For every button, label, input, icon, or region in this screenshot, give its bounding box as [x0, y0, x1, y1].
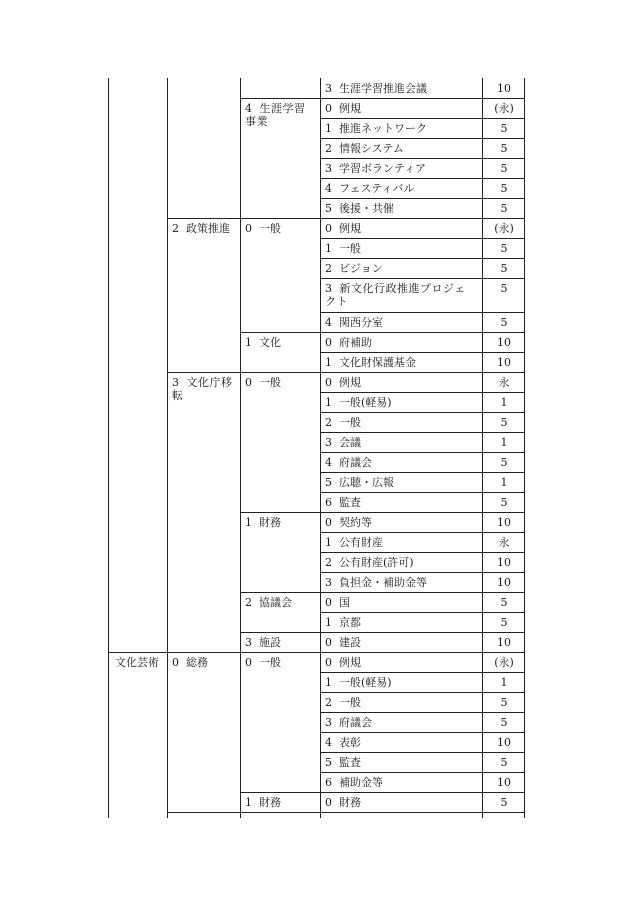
- table-horizontal-rule: [240, 98, 524, 99]
- item-entry: [325, 182, 414, 195]
- item-entry: [325, 756, 361, 769]
- item-entry: [325, 596, 350, 609]
- item-entry-label: 例規: [339, 376, 361, 389]
- item-entry: [325, 142, 404, 155]
- retention-period: 10: [497, 336, 511, 349]
- table-vertical-rule: [240, 78, 241, 818]
- retention-period: 10: [497, 576, 511, 589]
- table-vertical-rule: [320, 78, 321, 818]
- retention-period: 永: [498, 376, 510, 389]
- item-entry-label: 生涯学習推進会議: [339, 82, 427, 95]
- item-entry-code: 0: [325, 102, 332, 115]
- retention-period: 5: [500, 496, 508, 509]
- subgroup-entry: [172, 222, 235, 235]
- item-entry-label: 例規: [339, 222, 361, 235]
- item-entry-code: 6: [325, 496, 332, 509]
- item-entry-label: 一般(軽易): [339, 396, 392, 409]
- table-horizontal-rule: [167, 812, 524, 813]
- retention-period: 5: [500, 796, 508, 809]
- section-entry-label: 施設: [259, 636, 281, 649]
- table-horizontal-rule: [320, 178, 524, 179]
- table-horizontal-rule: [320, 552, 524, 553]
- item-entry-code: 3: [325, 282, 333, 295]
- section-entry-label: 協議会: [259, 596, 292, 609]
- item-entry-code: 0: [325, 596, 332, 609]
- item-entry: [325, 336, 372, 349]
- table-horizontal-rule: [320, 352, 524, 353]
- retention-period: 5: [500, 122, 508, 135]
- subgroup-entry-code: 0: [172, 656, 179, 669]
- table-horizontal-rule: [320, 158, 524, 159]
- item-entry: [325, 616, 361, 629]
- item-entry: [325, 796, 361, 809]
- item-entry-label: 負担金・補助金等: [339, 576, 427, 589]
- group-entry-label: 文化芸術: [115, 656, 159, 669]
- item-entry-label: 国: [339, 596, 350, 609]
- item-entry-code: 4: [325, 456, 332, 469]
- section-entry-label: 一般: [259, 376, 281, 389]
- item-entry-code: 1: [325, 536, 332, 549]
- item-entry-code: 3: [325, 162, 332, 175]
- item-entry-code: 4: [325, 182, 332, 195]
- item-entry: [325, 242, 361, 255]
- item-entry-code: 2: [325, 142, 332, 155]
- item-entry: [325, 676, 392, 689]
- section-entry: [245, 102, 315, 128]
- retention-period: 5: [500, 596, 508, 609]
- item-entry: [325, 162, 426, 175]
- table-horizontal-rule: [167, 372, 524, 373]
- item-entry-label: 情報システム: [339, 142, 404, 155]
- item-entry-code: 1: [325, 242, 332, 255]
- item-entry-label: 府補助: [339, 336, 372, 349]
- retention-period: 5: [500, 616, 508, 629]
- section-entry: [245, 376, 315, 389]
- section-entry-label: 財務: [259, 796, 281, 809]
- item-entry-code: 1: [325, 676, 332, 689]
- item-entry-label: フェスティバル: [339, 182, 415, 195]
- item-entry-code: 3: [325, 716, 332, 729]
- section-entry-code: 0: [245, 656, 252, 669]
- subgroup-entry-code: 2: [172, 222, 179, 235]
- item-entry-label: 府議会: [339, 456, 372, 469]
- section-entry: [245, 222, 315, 235]
- item-entry-code: 0: [325, 656, 332, 669]
- table-horizontal-rule: [240, 792, 524, 793]
- retention-period: 5: [500, 142, 508, 155]
- section-entry: [245, 596, 315, 609]
- item-entry-label: 建設: [339, 636, 361, 649]
- item-entry: [325, 416, 361, 429]
- table-horizontal-rule: [167, 218, 524, 219]
- item-entry-code: 2: [325, 696, 332, 709]
- retention-period: 1: [500, 396, 508, 409]
- item-entry-label: 補助金等: [339, 776, 383, 789]
- retention-period: 10: [497, 736, 511, 749]
- table-vertical-rule: [167, 78, 168, 818]
- item-entry-code: 6: [325, 776, 332, 789]
- table-horizontal-rule: [320, 492, 524, 493]
- item-entry: [325, 396, 392, 409]
- table-horizontal-rule: [320, 392, 524, 393]
- item-entry-label: 公有財産: [339, 536, 383, 549]
- item-entry-label: 新文化行政推進プロジェクト: [325, 282, 466, 308]
- item-entry: [325, 262, 383, 275]
- item-entry-label: 学習ボランティア: [339, 162, 427, 175]
- item-entry: [325, 536, 383, 549]
- item-entry: [325, 696, 361, 709]
- item-entry-label: 一般(軽易): [339, 676, 392, 689]
- item-entry: [325, 656, 361, 669]
- item-entry-code: 0: [325, 376, 332, 389]
- section-entry: [245, 796, 315, 809]
- item-entry-label: 府議会: [339, 716, 372, 729]
- subgroup-entry-label: 政策推進: [186, 222, 230, 235]
- section-entry: [245, 336, 315, 349]
- item-entry-code: 1: [325, 356, 332, 369]
- retention-period: (永): [494, 656, 514, 669]
- item-entry-label: 一般: [339, 416, 361, 429]
- item-entry-code: 2: [325, 416, 332, 429]
- table-horizontal-rule: [320, 712, 524, 713]
- item-entry-code: 0: [325, 796, 332, 809]
- table-horizontal-rule: [320, 752, 524, 753]
- section-entry-code: 2: [245, 596, 252, 609]
- retention-period: 1: [500, 436, 508, 449]
- table-horizontal-rule: [320, 198, 524, 199]
- item-entry: [325, 282, 475, 308]
- item-entry: [325, 202, 394, 215]
- item-entry-code: 2: [325, 556, 332, 569]
- table-horizontal-rule: [320, 258, 524, 259]
- item-entry-code: 3: [325, 436, 332, 449]
- section-entry-label: 一般: [259, 656, 281, 669]
- section-entry-label: 文化: [259, 336, 281, 349]
- item-entry: [325, 576, 427, 589]
- item-entry: [325, 356, 416, 369]
- item-entry-label: 会議: [339, 436, 361, 449]
- item-entry: [325, 316, 383, 329]
- retention-period: 5: [500, 202, 508, 215]
- item-entry-label: 監査: [339, 496, 361, 509]
- subgroup-entry: [172, 376, 235, 402]
- item-entry-code: 2: [325, 262, 332, 275]
- item-entry-label: 推進ネットワーク: [339, 122, 427, 135]
- table-horizontal-rule: [108, 652, 524, 653]
- table-horizontal-rule: [320, 672, 524, 673]
- table-horizontal-rule: [320, 118, 524, 119]
- retention-period: 5: [500, 182, 508, 195]
- subgroup-entry-code: 3: [172, 376, 180, 389]
- group-entry: [115, 656, 159, 669]
- table-horizontal-rule: [240, 512, 524, 513]
- item-entry: [325, 776, 383, 789]
- retention-period: 10: [497, 516, 511, 529]
- table-horizontal-rule: [320, 452, 524, 453]
- subgroup-entry-label: 総務: [186, 656, 208, 669]
- table-horizontal-rule: [240, 592, 524, 593]
- item-entry-label: 広聴・広報: [339, 476, 394, 489]
- item-entry-code: 5: [325, 756, 332, 769]
- section-entry-code: 0: [245, 376, 252, 389]
- section-entry-code: 1: [245, 336, 252, 349]
- table-horizontal-rule: [320, 238, 524, 239]
- item-entry-label: 一般: [339, 696, 361, 709]
- retention-period: 5: [500, 696, 508, 709]
- table-horizontal-rule: [320, 572, 524, 573]
- retention-period: 5: [500, 262, 508, 275]
- item-entry-label: 契約等: [339, 516, 372, 529]
- item-entry: [325, 636, 361, 649]
- section-entry-code: 3: [245, 636, 252, 649]
- item-entry-label: ビジョン: [339, 262, 383, 275]
- item-entry-label: 一般: [339, 242, 361, 255]
- section-entry: [245, 636, 315, 649]
- item-entry: [325, 496, 361, 509]
- table-horizontal-rule: [320, 612, 524, 613]
- item-entry-code: 1: [325, 122, 332, 135]
- table-horizontal-rule: [320, 532, 524, 533]
- table-vertical-rule: [482, 78, 483, 818]
- section-entry: [245, 516, 315, 529]
- item-entry: [325, 736, 361, 749]
- item-entry-code: 5: [325, 202, 332, 215]
- item-entry-code: 1: [325, 616, 332, 629]
- table-horizontal-rule: [320, 732, 524, 733]
- section-entry-code: 4: [245, 102, 253, 115]
- table-horizontal-rule: [320, 432, 524, 433]
- retention-period: 5: [500, 282, 508, 295]
- retention-period: 5: [500, 316, 508, 329]
- item-entry: [325, 476, 394, 489]
- retention-period: 10: [497, 356, 511, 369]
- item-entry: [325, 222, 361, 235]
- retention-period: (永): [494, 222, 514, 235]
- retention-period: 5: [500, 716, 508, 729]
- table-horizontal-rule: [320, 312, 524, 313]
- item-entry-code: 4: [325, 736, 332, 749]
- item-entry-code: 0: [325, 516, 332, 529]
- item-entry: [325, 376, 361, 389]
- retention-period: 5: [500, 456, 508, 469]
- item-entry: [325, 516, 372, 529]
- section-entry-code: 1: [245, 796, 252, 809]
- item-entry-label: 文化財保護基金: [339, 356, 416, 369]
- retention-period: 10: [497, 636, 511, 649]
- item-entry-code: 1: [325, 396, 332, 409]
- section-entry-code: 0: [245, 222, 252, 235]
- subgroup-entry: [172, 656, 235, 669]
- item-entry-code: 0: [325, 222, 332, 235]
- item-entry-code: 4: [325, 316, 332, 329]
- table-horizontal-rule: [320, 412, 524, 413]
- retention-period: 10: [497, 556, 511, 569]
- table-horizontal-rule: [320, 772, 524, 773]
- item-entry-label: 後援・共催: [339, 202, 394, 215]
- table-vertical-rule: [108, 78, 109, 818]
- item-entry-code: 3: [325, 82, 332, 95]
- table-horizontal-rule: [240, 632, 524, 633]
- item-entry: [325, 122, 427, 135]
- retention-period: 1: [500, 476, 508, 489]
- item-entry-code: 0: [325, 336, 332, 349]
- retention-period: 10: [497, 776, 511, 789]
- table-horizontal-rule: [240, 332, 524, 333]
- section-entry-label: 財務: [259, 516, 281, 529]
- item-entry-label: 例規: [339, 656, 361, 669]
- retention-period: (永): [494, 102, 514, 115]
- item-entry-label: 京都: [339, 616, 361, 629]
- item-entry: [325, 456, 372, 469]
- table-horizontal-rule: [320, 692, 524, 693]
- item-entry: [325, 102, 361, 115]
- retention-period: 5: [500, 242, 508, 255]
- item-entry: [325, 716, 372, 729]
- section-entry-label: 一般: [259, 222, 281, 235]
- item-entry-label: 表彰: [339, 736, 361, 749]
- item-entry: [325, 556, 414, 569]
- item-entry: [325, 82, 427, 95]
- item-entry-code: 3: [325, 576, 332, 589]
- item-entry-label: 関西分室: [339, 316, 383, 329]
- retention-period: 5: [500, 416, 508, 429]
- retention-period: 1: [500, 676, 508, 689]
- subgroup-entry-label: 文化庁移転: [172, 376, 233, 402]
- table-horizontal-rule: [320, 138, 524, 139]
- retention-period: 10: [497, 82, 511, 95]
- section-entry: [245, 656, 315, 669]
- item-entry-code: 5: [325, 476, 332, 489]
- item-entry-label: 公有財産(許可): [339, 556, 414, 569]
- section-entry-code: 1: [245, 516, 252, 529]
- item-entry-label: 財務: [339, 796, 361, 809]
- table-horizontal-rule: [320, 472, 524, 473]
- table-vertical-rule: [524, 78, 525, 818]
- retention-period: 5: [500, 756, 508, 769]
- item-entry: [325, 436, 361, 449]
- section-entry-label: 生涯学習事業: [245, 102, 306, 128]
- retention-period: 永: [498, 536, 510, 549]
- retention-period: 5: [500, 162, 508, 175]
- item-entry-label: 例規: [339, 102, 361, 115]
- item-entry-label: 監査: [339, 756, 361, 769]
- item-entry-code: 0: [325, 636, 332, 649]
- table-horizontal-rule: [320, 278, 524, 279]
